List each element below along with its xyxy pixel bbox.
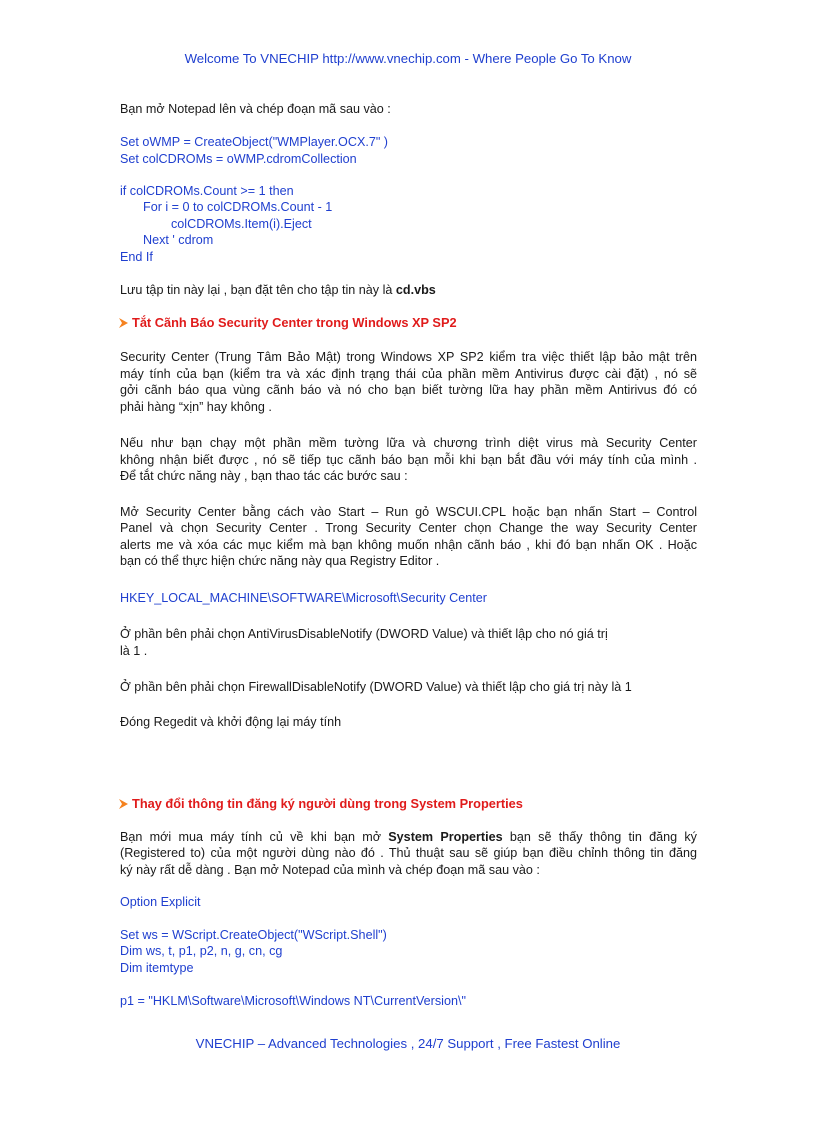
arrow-bullet-icon — [118, 317, 129, 329]
code-line: Dim ws, t, p1, p2, n, g, cn, cg — [120, 944, 283, 958]
save-instruction — [120, 282, 436, 299]
code-line: For i = 0 to colCDROMs.Count - 1 — [143, 200, 333, 214]
code-line: p1 = "HKLM\Software\Microsoft\Windows NT\CurrentVersion\" — [120, 994, 466, 1008]
paragraph-line: Nếu như bạn chạy một phần mềm tường lữa và chương trình diệt virus mà Security Center — [120, 436, 697, 450]
paragraph-line: Ở phần bên phải chọn AntiVirusDisableNotify (DWORD Value) và thiết lập cho nó giá trị — [120, 627, 608, 641]
code-line: if colCDROMs.Count >= 1 then — [120, 184, 294, 198]
bold-term: System Properties — [388, 830, 503, 844]
paragraph-line: Mở Security Center bằng cách vào Start – Run gỏ WSCUI.CPL hoặc bạn nhấn Start – Control — [120, 505, 697, 519]
arrow-bullet-icon — [118, 798, 129, 810]
section-heading — [118, 315, 457, 332]
paragraph-line: Để tắt chức năng này , bạn thao tác các bước sau : — [120, 469, 408, 483]
paragraph-line: Ở phần bên phải chọn FirewallDisableNotify (DWORD Value) và thiết lập cho giá trị này là 1 — [120, 680, 632, 694]
code-line: End If — [120, 250, 153, 264]
paragraph-text: Bạn mới mua máy tính củ về khi bạn mở — [120, 830, 389, 844]
registry-key: HKEY_LOCAL_MACHINE\SOFTWARE\Microsoft\Security Center — [120, 591, 487, 605]
code-line: Set ws = WScript.CreateObject("WScript.Shell") — [120, 928, 387, 942]
paragraph-line: là 1 . — [120, 644, 148, 658]
code-line: Set colCDROMs = oWMP.cdromCollection — [120, 152, 357, 166]
code-line: Dim itemtype — [120, 961, 194, 975]
paragraph-line: Đóng Regedit và khởi động lại máy tính — [120, 715, 342, 729]
paragraph-line — [120, 829, 697, 846]
paragraph-line: (Registered to) của một người dùng nào đó . Thủ thuật sau sẽ giúp bạn điều chỉnh thông tin đăng — [120, 846, 697, 860]
code-line: Set oWMP = CreateObject("WMPlayer.OCX.7" ) — [120, 135, 389, 149]
code-line: Next ' cdrom — [143, 233, 214, 247]
paragraph-line: alerts me và xóa các mục kiểm mà bạn không muốn nhận cãnh báo , khi đó bạn nhấn OK . Hoặc — [120, 538, 697, 552]
page-header: Welcome To VNECHIP http://www.vnechip.com - Where People Go To Know — [184, 51, 632, 66]
section-heading-text: Thay đổi thông tin đăng ký người dùng trong System Properties — [132, 796, 523, 811]
paragraph-line: phải hàng “xịn” hay không . — [120, 400, 272, 414]
paragraph-line: máy tính của bạn (kiểm tra và xác định trạng thái của phần mềm Antivirus được cài đặt) , nó sẽ — [120, 367, 697, 381]
intro-text: Bạn mở Notepad lên và chép đoạn mã sau vào : — [120, 102, 391, 116]
section-heading-text: Tắt Cãnh Báo Security Center trong Windows XP SP2 — [132, 315, 457, 330]
save-instruction-text: Lưu tập tin này lại , bạn đặt tên cho tập tin này là — [120, 283, 396, 297]
code-line: Option Explicit — [120, 895, 201, 909]
save-filename: cd.vbs — [395, 283, 436, 297]
paragraph-line: Panel và chọn Security Center . Trong Security Center chọn Change the way Security Center — [120, 521, 697, 535]
section-heading — [118, 796, 523, 813]
paragraph-text: bạn sẽ thấy thông tin đăng ký — [502, 830, 697, 844]
paragraph-line: ký này rất dễ dàng . Bạn mở Notepad của mình và chép đoạn mã sau vào : — [120, 863, 540, 877]
page-footer: VNECHIP – Advanced Technologies , 24/7 Support , Free Fastest Online — [195, 1036, 621, 1051]
paragraph-line: Security Center (Trung Tâm Bảo Mật) trong Windows XP SP2 kiểm tra việc thiết lập bảo mật trên — [120, 350, 697, 364]
paragraph-line: gởi cãnh báo qua vùng cãnh báo và nó cho bạn biết tường lữa hay phần mềm Antirivus đó có — [120, 383, 697, 397]
paragraph-line: không nhận biết được , nó sẽ tiếp tục cãnh báo bạn mỗi khi bạn bắt đầu với máy tính của mình . — [120, 453, 697, 467]
code-line: colCDROMs.Item(i).Eject — [171, 217, 312, 231]
paragraph-line: bạn có thể thực hiện chức năng này qua Registry Editor . — [120, 554, 440, 568]
